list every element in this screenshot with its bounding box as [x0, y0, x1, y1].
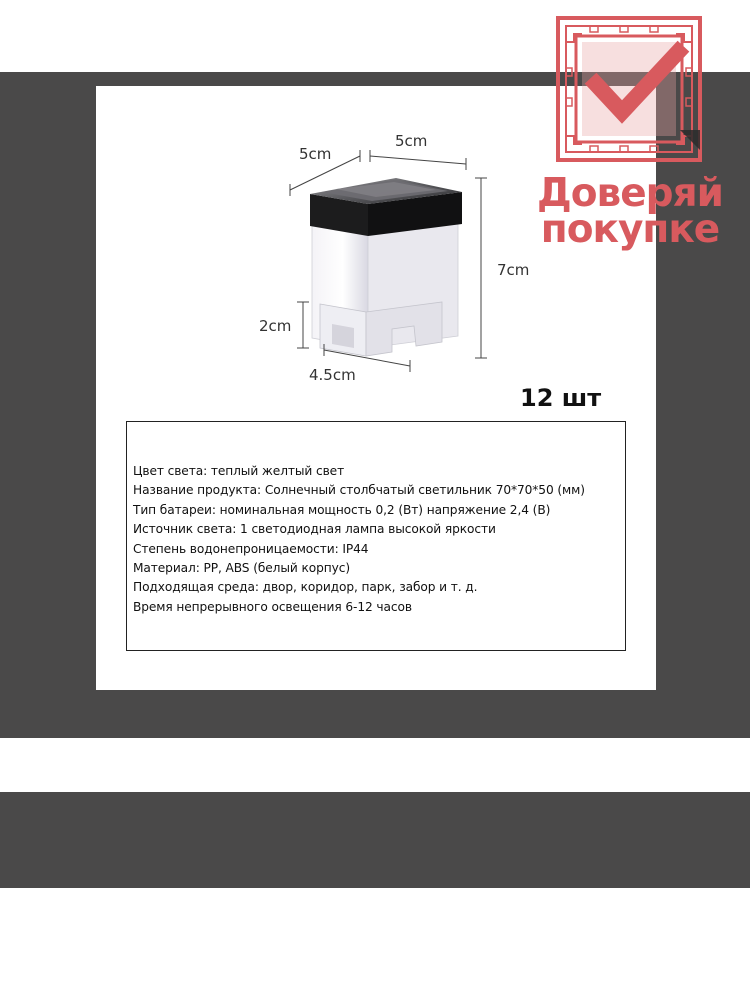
badge-line-1: Доверяй — [537, 171, 723, 216]
badge-line-2: покупке — [540, 207, 720, 252]
spec-environment: Подходящая среда: двор, коридор, парк, забор и т. д. — [133, 580, 478, 595]
quantity-label: 12 шт — [520, 384, 602, 412]
dark-footer-band — [0, 792, 750, 888]
spec-light-color: Цвет света: теплый желтый свет — [133, 464, 345, 478]
spec-light-source: Источник света: 1 светодиодная лампа высокой яркости — [133, 522, 496, 537]
width-dimension-label: 5cm — [395, 132, 428, 150]
trust-badge — [530, 12, 740, 252]
base-width-dimension-label: 4.5cm — [309, 366, 356, 384]
spec-product-name: Название продукта: Солнечный столбчатый светильник 70*70*50 (мм) — [133, 483, 585, 498]
base-height-dimension-label: 2cm — [259, 317, 292, 335]
height-dimension-label: 7cm — [497, 261, 530, 279]
spec-waterproof: Степень водонепроницаемости: IP44 — [133, 541, 369, 556]
checkmark-seal-icon — [530, 12, 740, 162]
spec-material: Материал: PP, ABS (белый корпус) — [133, 561, 350, 576]
spec-lighting-time: Время непрерывного освещения 6-12 часов — [133, 599, 412, 614]
specifications-box — [126, 421, 626, 651]
depth-dimension-label: 5cm — [299, 145, 332, 163]
spec-battery: Тип батареи: номинальная мощность 0,2 (Вт) напряжение 2,4 (В) — [133, 502, 551, 517]
